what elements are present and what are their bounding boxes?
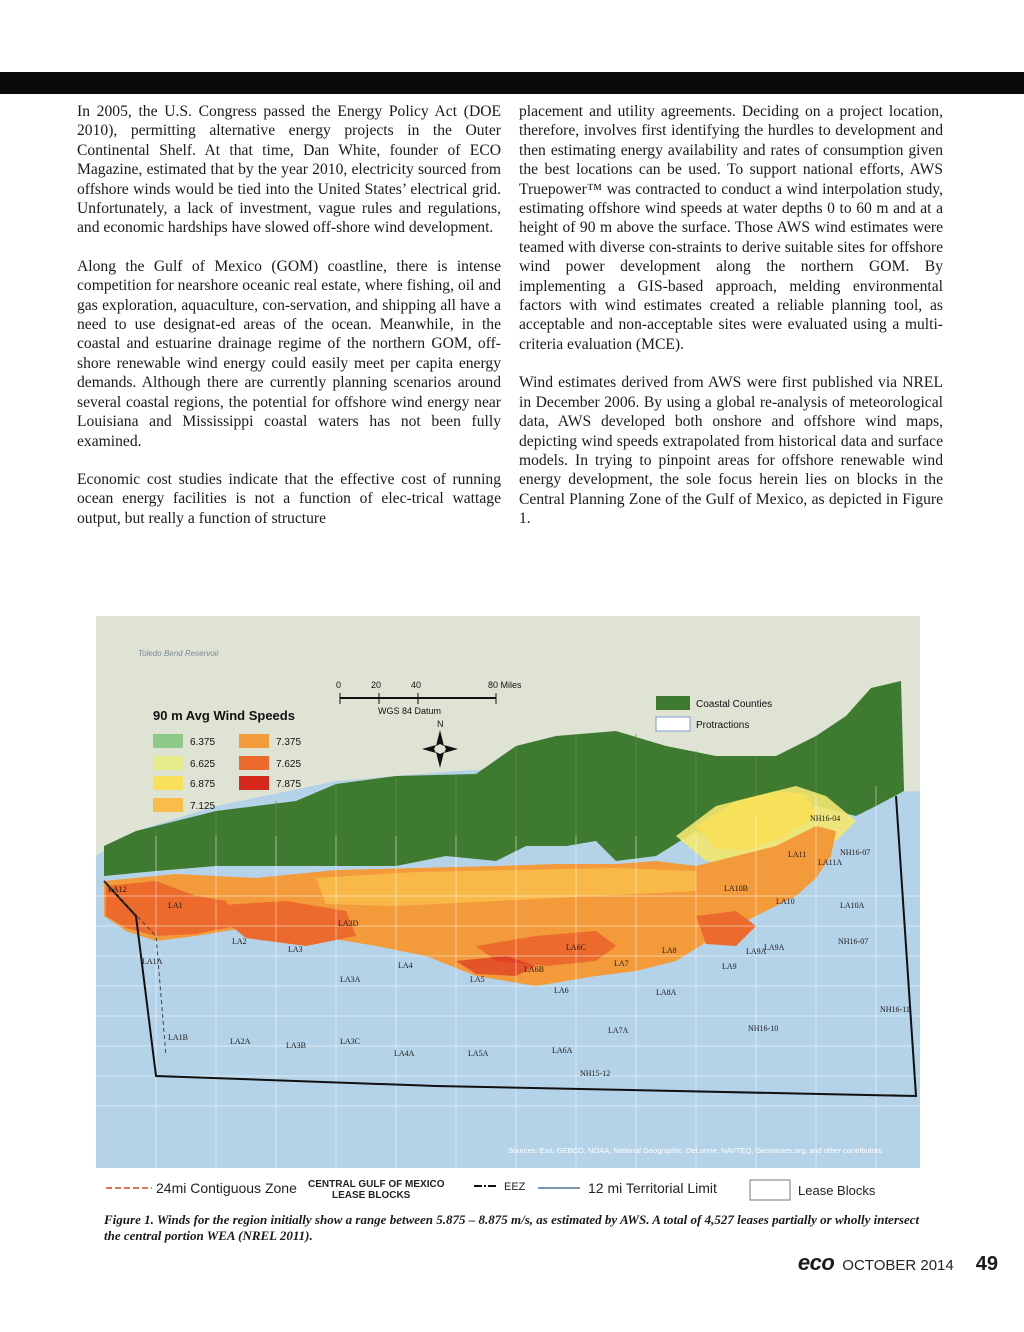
svg-text:LA8A: LA8A [656,988,677,997]
paragraph: Along the Gulf of Mexico (GOM) coastline, there is intense competition for nearshore oceanic real estate, where fishing, oil and gas exploration, aquaculture, con-servation, and shipping all have a need to use designat-ed areas of the ocean. Meanwhile, in the coastal and estuarine drainage regime of the northern GOM, off-shore renewable wind energy could easily meet per capita energy demands. Although there are currently planning scenarios around several coastal regions, the potential for offshore wind energy near Louisiana and Mississippi coastal waters has not been fully examined. [77,257,501,450]
article-column-left [77,102,501,528]
figure-caption: Figure 1. Winds for the region initially show a range between 5.875 – 8.875 m/s, as estimated by AWS. A total of 4,527 leases partially or wholly intersect the central portion WEA (NREL 2011). [104,1212,920,1243]
wind-map-figure [96,616,920,1168]
svg-text:LA2: LA2 [232,937,247,946]
svg-text:0: 0 [336,680,342,690]
svg-text:WGS 84 Datum: WGS 84 Datum [378,706,442,716]
contiguous-zone-label: 24mi Contiguous Zone [156,1180,297,1196]
lease-blocks-label: Lease Blocks [798,1183,876,1198]
bottom-legend [96,1174,926,1210]
svg-text:NH16-07: NH16-07 [838,937,869,946]
legend-label: 7.875 [276,779,302,790]
page-number: 49 [975,1253,998,1275]
paragraph: Wind estimates derived from AWS were first published via NREL in December 2006. By using a global re-analysis of meteorological data, AWS developed both onshore and offshore wind maps, depicting wind speeds extrapolated from historical data and surface models. In trying to pinpoint areas for offshore renewable wind energy development, the sole focus herein lies on blocks in the Central Planning Zone of the Gulf of Mexico, as depicted in Figure 1. [519,374,943,528]
page-footer [798,1250,998,1276]
svg-text:80 Miles: 80 Miles [488,680,522,690]
svg-text:LA1: LA1 [168,901,183,910]
svg-text:LA5: LA5 [470,975,485,984]
header-bar [0,72,1024,94]
legend-label: 7.375 [276,737,302,748]
legend-label: 6.375 [190,737,216,748]
paragraph: In 2005, the U.S. Congress passed the Energy Policy Act (DOE 2010), permitting alternative energy projects in the Outer Continental Shelf. At that time, Dan White, founder of ECO Magazine, estimated that by the year 2010, electricity sourced from offshore winds would be tied into the United States’ electrical grid. Unfortunately, a lack of investment, vague rules and regulations, and economic hardships have slowed off-shore wind development. [77,103,501,237]
svg-text:LA6C: LA6C [566,943,586,952]
central-gulf-title: CENTRAL GULF OF MEXICO [308,1179,445,1190]
protractions-label: Protractions [696,720,750,731]
svg-text:LA6A: LA6A [552,1046,573,1055]
svg-text:NH15-12: NH15-12 [580,1069,611,1078]
svg-text:LA9A: LA9A [746,947,767,956]
svg-text:LA3: LA3 [288,945,303,954]
legend-label: 6.625 [190,759,216,770]
eez-label: EEZ [504,1181,526,1193]
paragraph: placement and utility agreements. Deciding on a project location, therefore, involves first identifying the hurdles to development and then estimating energy availability and rates of consumption given the best locations can be used. To support national efforts, AWS Truepower™ was contracted to conduct a wind interpolation study, estimating offshore wind speeds at water depths 0 to 60 m and at a height of 90 m above the surface. Those AWS wind estimates were teamed with diverse con-straints to derive suitable sites for offshore wind power development along the northern GOM. By implementing a GIS-based approach, melding environmental factors with wind estimates created a reliable planning tool, as acceptable and non-acceptable sites were evaluated using a multi-criteria evaluation (MCE). [519,103,943,353]
svg-text:LA10A: LA10A [840,901,865,910]
legend-swatch [239,734,269,748]
svg-text:LA7A: LA7A [608,1026,629,1035]
svg-text:LA10: LA10 [776,897,795,906]
legend-label: 7.625 [276,759,302,770]
legend-title: 90 m Avg Wind Speeds [153,708,295,723]
protractions-swatch [656,717,690,731]
legend-swatch [239,756,269,770]
paragraph: Economic cost studies indicate that the effective cost of running ocean energy facilities is not a function of elec-trical wattage output, but really a function of structure [77,470,501,527]
svg-text:NH16-07: NH16-07 [840,848,871,857]
legend-label: 7.125 [190,801,216,812]
svg-text:LA12: LA12 [108,885,127,894]
coastal-counties-label: Coastal Counties [696,699,773,710]
svg-text:NH16-11: NH16-11 [880,1005,910,1014]
legend-swatch [153,734,183,748]
svg-text:LA2A: LA2A [230,1037,251,1046]
issue-date: OCTOBER 2014 [842,1257,954,1274]
svg-text:LA5A: LA5A [468,1049,489,1058]
legend-swatch [153,776,183,790]
svg-text:LA1B: LA1B [168,1033,188,1042]
svg-text:LA1A: LA1A [142,957,163,966]
reservoir-label: Toledo Bend Reservoir [138,649,220,658]
legend-label: 6.875 [190,779,216,790]
brand-logo: eco [797,1250,835,1275]
svg-text:LA9: LA9 [722,962,737,971]
svg-text:LA4: LA4 [398,961,413,970]
legend-swatch [153,756,183,770]
svg-text:LA11: LA11 [788,850,807,859]
svg-text:40: 40 [411,680,422,690]
svg-text:LA6: LA6 [554,986,569,995]
article-column-right [519,102,943,529]
svg-text:NH16-10: NH16-10 [748,1024,779,1033]
sources-credit: Sources: Esri, GEBCO, NOAA, National Geographic, DeLorme, NAVTEQ, Geonames.org, and other contributors [508,1146,883,1155]
svg-text:NH16-04: NH16-04 [810,814,841,823]
svg-text:LA7: LA7 [614,959,629,968]
svg-text:20: 20 [371,680,382,690]
territorial-limit-label: 12 mi Territorial Limit [588,1180,717,1196]
svg-text:N: N [437,719,444,729]
svg-text:LA10B: LA10B [724,884,748,893]
svg-text:LA11A: LA11A [818,858,843,867]
svg-text:LA3C: LA3C [340,1037,360,1046]
svg-text:LA3B: LA3B [286,1041,306,1050]
svg-text:LA6B: LA6B [524,965,544,974]
coastal-counties-swatch [656,696,690,710]
svg-text:LA3A: LA3A [340,975,361,984]
svg-text:LA3D: LA3D [338,919,359,928]
lease-blocks-swatch [750,1180,790,1200]
central-gulf-sub: LEASE BLOCKS [332,1190,411,1201]
legend-swatch [153,798,183,812]
legend-swatch [239,776,269,790]
svg-text:LA8: LA8 [662,946,677,955]
svg-text:LA9A: LA9A [764,943,785,952]
svg-text:LA4A: LA4A [394,1049,415,1058]
